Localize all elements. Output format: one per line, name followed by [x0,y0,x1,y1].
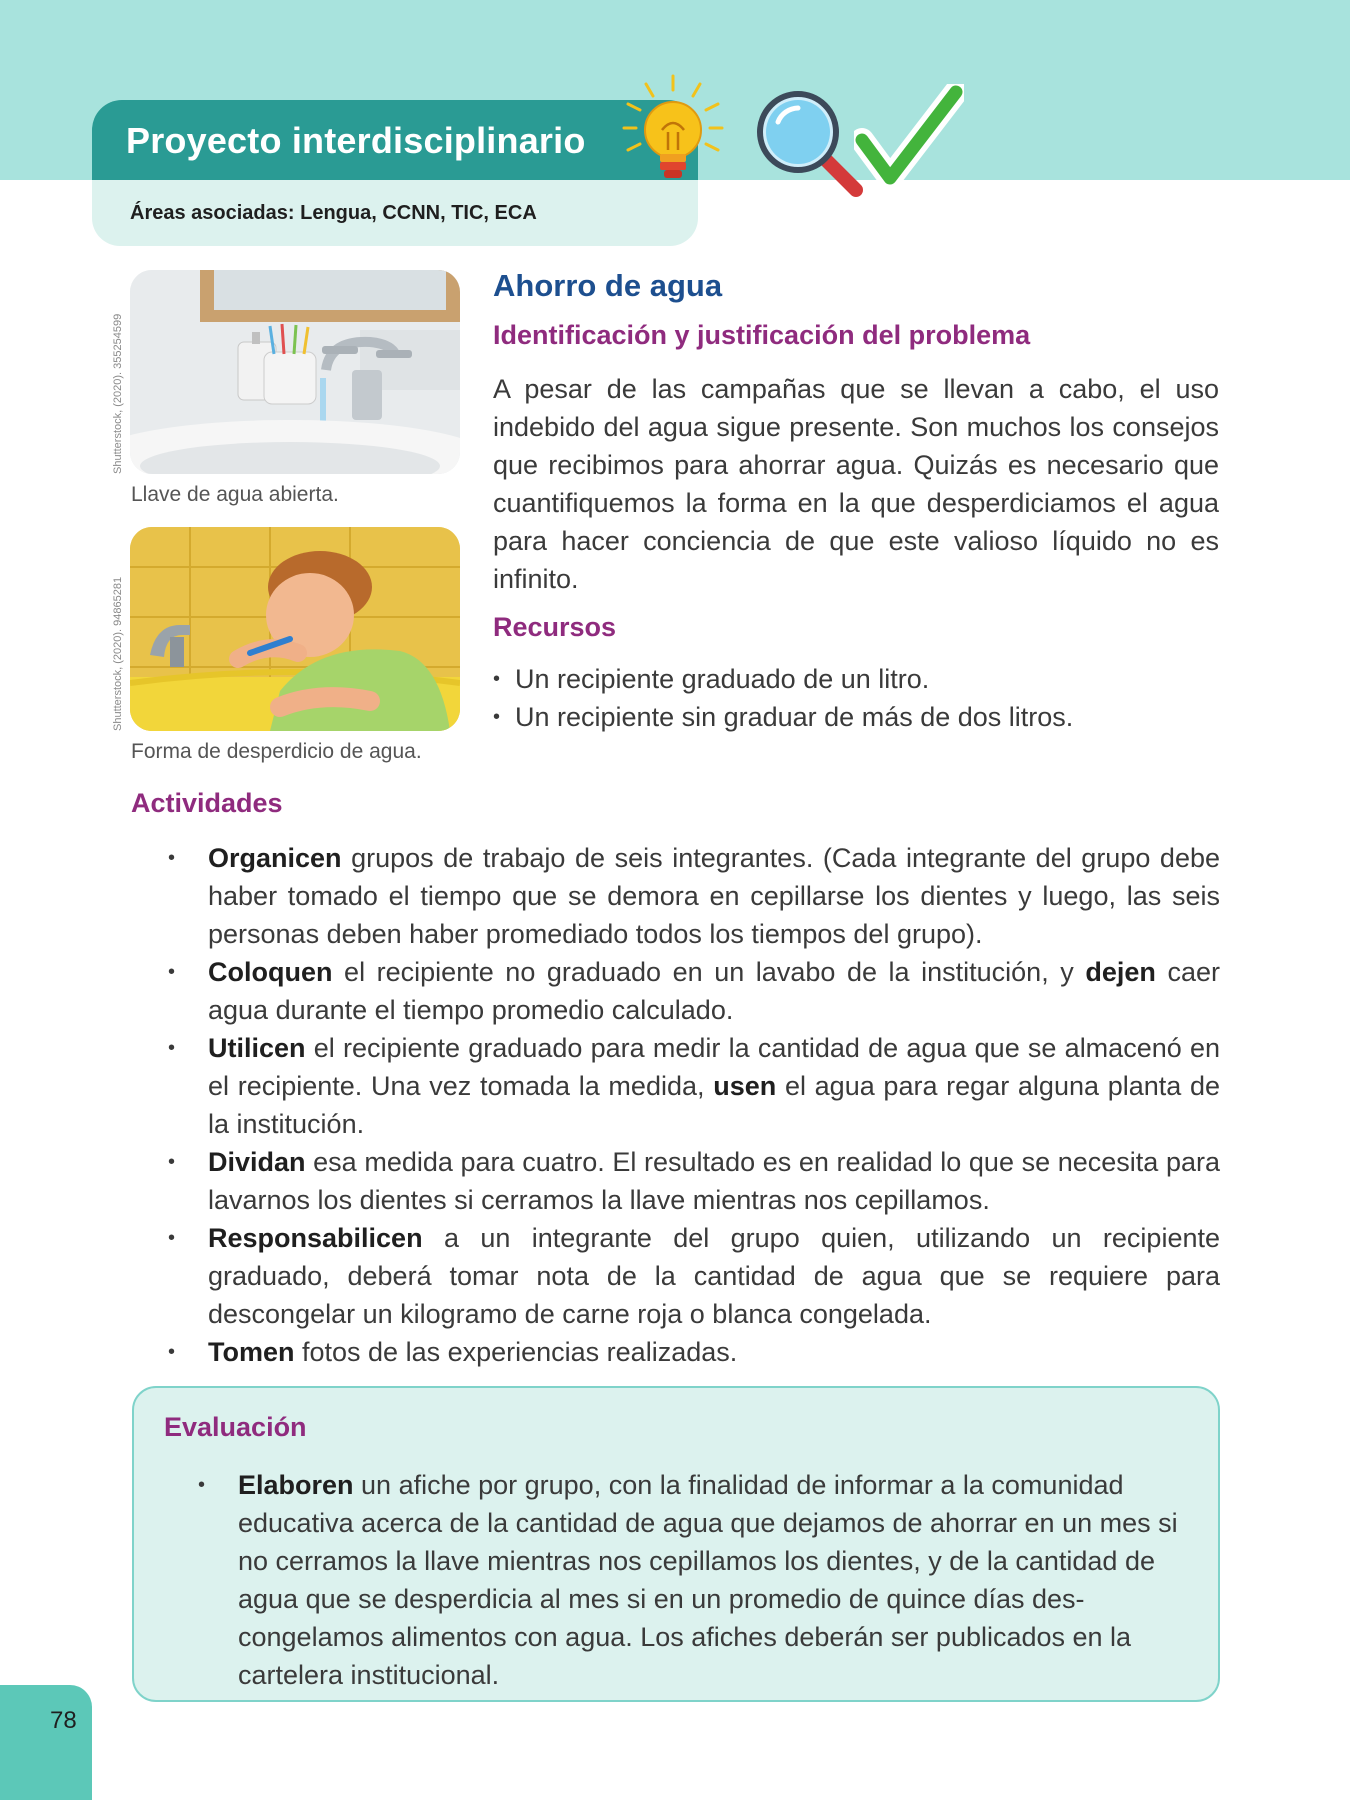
page-number: 78 [50,1707,77,1734]
action-verb: Organicen [208,843,342,873]
action-verb: Tomen [208,1337,295,1367]
action-verb: Elaboren [238,1470,354,1500]
photo-credit: Shutterstock, (2020). 355254599 [112,313,124,474]
activity-text: grupos de trabajo de seis integrantes. (Cada integrante del grupo debe haber tomado el tiempo que se demora en cepillarse los dientes y luego, las seis personas deben haber promediado todos los tiempos del grupo). [208,843,1220,949]
page-number-tab [0,1685,92,1800]
evaluation-box [132,1386,1220,1702]
resources-list [493,660,1219,736]
boy-photo-caption: Forma de desperdicio de agua. [131,740,422,763]
list-item: • Un recipiente sin graduar de más de dos litros. [493,698,1219,736]
activity-text: a un integrante del grupo quien, utilizando un recipiente graduado, deberá tomar nota de la cantidad de agua que se requiere para descongelar un kilogramo de carne roja o blanca congelada. [208,1223,1220,1329]
lightbulb-icon [618,70,728,190]
evaluation-text: un afiche por grupo, con la finalidad de informar a la comunidad educativa acerca de la cantidad de agua que dejamos de ahorrar en un mes si no cerramos la llave mientras nos cepillamos los dientes, y de la cantidad de agua que se desperdicia al mes si en un promedio de quince días des-congelamos alimentos con agua. Los afiches deberán ser publicados en la cartelera institucional. [238,1470,1178,1690]
action-verb: Dividan [208,1147,306,1177]
list-item [198,1466,1188,1694]
list-item [168,1219,1220,1333]
activities-list [168,839,1220,1371]
problem-text: A pesar de las campañas que se llevan a cabo, el uso indebido del agua sigue presente. Son muchos los consejos que recibimos para ahorrar agua. Quizás es necesario que cuantifiquemos la forma en la que desperdiciamos el agua para hacer conciencia de que este valioso líquido no es infinito. [493,374,1219,594]
list-item [168,953,1220,1029]
activity-text: esa medida para cuatro. El resultado es en realidad lo que se necesita para lavarnos los dientes si cerramos la llave mientras nos cepillamos. [208,1147,1220,1215]
activities-heading: Actividades [131,788,283,818]
problem-heading: Identificación y justificación del problema [493,320,1031,350]
boy-brushing-photo [130,527,460,731]
page-title: Proyecto interdisciplinario [126,120,586,161]
action-verb: Responsabilicen [208,1223,423,1253]
action-verb: usen [713,1071,777,1101]
list-item [168,1029,1220,1143]
action-verb: Utilicen [208,1033,306,1063]
photo-credit: Shutterstock, (2020). 94865281 [112,576,124,731]
resources-heading: Recursos [493,612,617,642]
activity-text: caer agua durante el tiempo promedio calculado. [208,957,1220,1025]
activity-text: el recipiente no graduado en un lavabo de la institución, y [332,957,1086,987]
areas-box [92,180,698,246]
list-item [168,1333,1220,1371]
action-verb: Coloquen [208,957,333,987]
activity-text: el recipiente graduado para medir la cantidad de agua que se almacenó en el recipiente. Una vez tomada la medida, [208,1033,1220,1101]
section-title: Ahorro de agua [493,268,723,303]
title-bar [92,100,698,180]
list-item [168,1143,1220,1219]
list-item: • Un recipiente graduado de un litro. [493,660,1219,698]
faucet-photo [130,270,460,474]
action-verb: dejen [1085,957,1156,987]
activity-text: fotos de las experiencias realizadas. [294,1337,738,1367]
evaluation-heading: Evaluación [164,1412,307,1442]
associated-areas: Áreas asociadas: Lengua, CCNN, TIC, ECA [130,202,537,224]
activity-text: el agua para regar alguna planta de la institución. [208,1071,1220,1139]
evaluation-list [198,1466,1188,1694]
checkmark-icon [854,84,964,194]
list-item [168,839,1220,953]
faucet-photo-caption: Llave de agua abierta. [131,483,339,506]
